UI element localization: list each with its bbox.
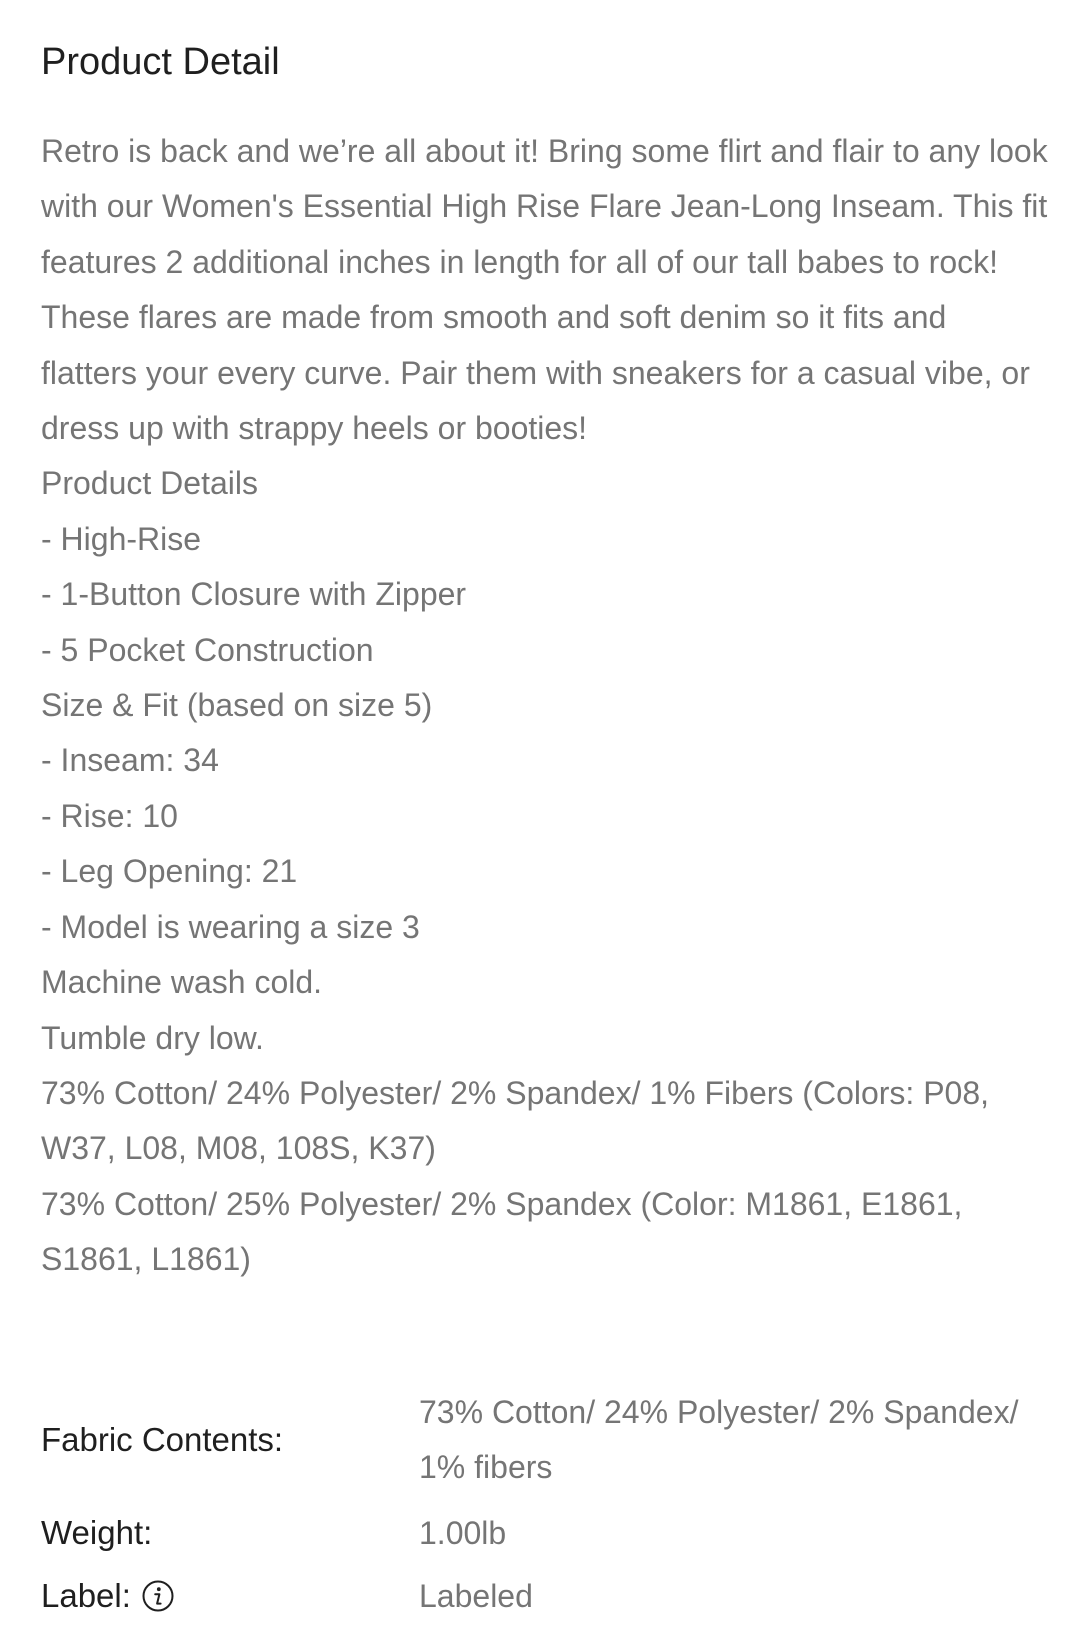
spec-row-weight	[41, 1505, 1041, 1561]
spec-row-label	[41, 1568, 1041, 1624]
description-line: Product Details	[41, 465, 258, 502]
description-line: 73% Cotton/ 24% Polyester/ 2% Spandex/ 1% Fibers (Colors: P08, W37, L08, M08, 108S, K37)	[41, 1074, 990, 1167]
page-title: Product Detail	[41, 41, 280, 83]
description-line: - Rise: 10	[41, 797, 178, 834]
description-line: Machine wash cold.	[41, 964, 323, 1001]
description-line: - Leg Opening: 21	[41, 853, 298, 890]
weight-label: Weight:	[41, 1514, 153, 1551]
label-value: Labeled	[419, 1577, 533, 1614]
description-line: - High-Rise	[41, 520, 202, 557]
description-line: - Inseam: 34	[41, 742, 219, 779]
description-line: Size & Fit (based on size 5)	[41, 687, 433, 724]
weight-value: 1.00lb	[419, 1514, 507, 1551]
spec-row-fabric	[41, 1380, 1041, 1500]
label-label-wrapper	[41, 1577, 419, 1615]
fabric-contents-value: 73% Cotton/ 24% Polyester/ 2% Spandex/ 1% fibers	[419, 1394, 1019, 1485]
description-line: - 1-Button Closure with Zipper	[41, 576, 467, 613]
description-line: 73% Cotton/ 25% Polyester/ 2% Spandex (Color: M1861, E1861, S1861, L1861)	[41, 1185, 963, 1278]
description-line: - 5 Pocket Construction	[41, 631, 374, 668]
description-line: Tumble dry low.	[41, 1019, 264, 1056]
info-icon[interactable]	[141, 1579, 175, 1613]
description-paragraph: Retro is back and we’re all about it! Bring some flirt and flair to any look with our Women's Essential High Rise Flare Jean-Long Inseam. This fit features 2 additional inches in length for all of our tall babes to rock! These flares are made from smooth and soft denim so it fits and flatters your every curve. Pair them with sneakers for a casual vibe, or dress up with strappy heels or booties!	[41, 133, 1048, 447]
fabric-contents-label: Fabric Contents:	[41, 1421, 284, 1458]
description-line: - Model is wearing a size 3	[41, 908, 420, 945]
label-label: Label:	[41, 1577, 131, 1614]
product-description	[41, 124, 1051, 1288]
